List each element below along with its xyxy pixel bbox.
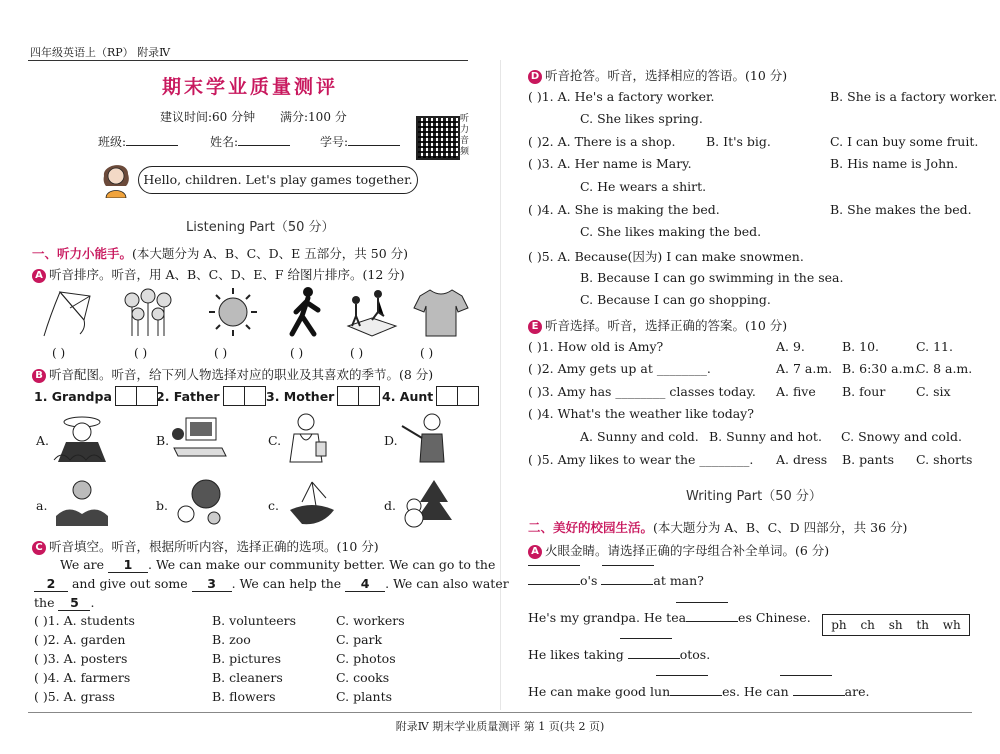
d-q5-a[interactable]: ( )5. A. Because(因为) I can make snowmen. <box>528 249 804 264</box>
autumn-picture <box>170 476 228 528</box>
e-q1-b[interactable]: B. 10. <box>842 339 880 354</box>
e-q4-a[interactable]: A. Sunny and cold. <box>580 429 699 444</box>
job-option-c-label: C. <box>268 433 282 448</box>
class-label: 班级: <box>98 135 127 149</box>
answer-paren-a3[interactable]: ( ) <box>214 346 228 360</box>
page-footer: 附录Ⅳ 期末学业质量测评 第 1 页(共 2 页) <box>395 720 605 733</box>
d-q4-b[interactable]: B. She makes the bed. <box>830 202 972 217</box>
writing-line-1 <box>528 573 704 588</box>
c-row-4-b[interactable]: B. cleaners <box>212 670 283 685</box>
blank-4[interactable]: 4 <box>345 576 385 592</box>
writing-text: are. <box>844 684 870 699</box>
letter-options-box: ph ch sh th wh <box>822 614 970 636</box>
part-b-instruction: 听音配图。听音，给下列人物选择对应的职业及其喜欢的季节。(8 分) <box>49 367 434 382</box>
page-title: 期末学业质量测评 <box>161 76 338 98</box>
blank-2[interactable]: 2 <box>34 576 68 592</box>
writing-line-2 <box>528 610 811 625</box>
d-q5-c[interactable]: C. Because I can go shopping. <box>580 292 771 307</box>
blank-1[interactable]: 1 <box>108 557 148 573</box>
c-row-3-b[interactable]: B. pictures <box>212 651 281 666</box>
d-q3-a[interactable]: ( )3. A. Her name is Mary. <box>528 156 692 171</box>
writing-text: es Chinese. <box>738 610 811 625</box>
qr-code-icon[interactable] <box>416 116 460 160</box>
footer-rule <box>28 712 972 713</box>
answer-paren-a5[interactable]: ( ) <box>350 346 364 360</box>
name-label: 姓名: <box>210 135 239 149</box>
e-q5: ( )5. Amy likes to wear the ________. <box>528 452 754 467</box>
d-q2-a[interactable]: ( )2. A. There is a shop. <box>528 134 676 149</box>
person-grandpa[interactable] <box>34 386 158 406</box>
blank-3[interactable]: 3 <box>192 576 232 592</box>
c-row-1-b[interactable]: B. volunteers <box>212 613 297 628</box>
e-q4: ( )4. What's the weather like today? <box>528 406 754 421</box>
c-row-5-a[interactable]: ( )5. A. grass <box>34 689 115 704</box>
writing-part-heading: Writing Part（50 分） <box>686 489 822 504</box>
part-a-badge: A <box>32 269 46 283</box>
person-father[interactable] <box>156 386 266 406</box>
e-q3-c[interactable]: C. six <box>916 384 951 399</box>
season-option-d-label: d. <box>384 498 396 513</box>
answer-paren-a2[interactable]: ( ) <box>134 346 148 360</box>
blank-5[interactable]: 5 <box>58 595 90 611</box>
blank-line[interactable] <box>602 565 654 566</box>
blank-line[interactable] <box>793 695 845 696</box>
job-box[interactable] <box>436 386 458 406</box>
d-q1-a[interactable]: ( )1. A. He's a factory worker. <box>528 89 715 104</box>
e-q1: ( )1. How old is Amy? <box>528 339 664 354</box>
writing-text: otos. <box>679 647 711 662</box>
blank-line[interactable] <box>620 638 672 639</box>
person-label: 2. Father <box>156 389 220 404</box>
part-e-instruction: 听音选择。听音，选择正确的答案。(10 分) <box>545 318 788 333</box>
e-q3-b[interactable]: B. four <box>842 384 886 399</box>
passage-line-3 <box>34 595 94 611</box>
c-row-4-c[interactable]: C. cooks <box>336 670 390 685</box>
part-e-badge: E <box>528 320 542 334</box>
winter-picture <box>398 476 456 528</box>
e-q5-c[interactable]: C. shorts <box>916 452 973 467</box>
part-a2-heading <box>528 541 829 559</box>
part-c-badge: C <box>32 541 46 555</box>
section-2-title: 二、美好的校园生活。 <box>528 520 654 535</box>
blank-line[interactable] <box>676 602 728 603</box>
passage-text: We are <box>60 557 105 572</box>
writing-text: at man? <box>653 573 704 588</box>
section-1-heading <box>32 244 408 262</box>
header-rule <box>28 60 468 61</box>
c-row-2-b[interactable]: B. zoo <box>212 632 251 647</box>
person-aunt[interactable] <box>382 386 479 406</box>
season-box[interactable] <box>244 386 266 406</box>
d-q3-c[interactable]: C. He wears a shirt. <box>580 179 707 194</box>
job-box[interactable] <box>115 386 137 406</box>
qr-label: 听力音频 <box>460 114 470 157</box>
writing-text: es. He can <box>722 684 789 699</box>
season-option-b-label: b. <box>156 498 168 513</box>
section-1-title: 一、听力小能手。 <box>32 246 133 261</box>
c-row-3-a[interactable]: ( )3. A. posters <box>34 651 128 666</box>
e-q3: ( )3. Amy has ________ classes today. <box>528 384 756 399</box>
part-b-heading <box>32 365 433 383</box>
passage-text: . We can make our community better. We can go to the <box>148 557 496 572</box>
season-box[interactable] <box>457 386 479 406</box>
e-q1-a[interactable]: A. 9. <box>776 339 805 354</box>
writing-line-4 <box>528 684 869 699</box>
writing-text: He's my grandpa. He tea <box>528 610 687 625</box>
time-suggestion: 建议时间:60 分钟 <box>160 110 256 124</box>
page-divider <box>500 60 501 710</box>
e-q4-b[interactable]: B. Sunny and hot. <box>709 429 822 444</box>
speech-bubble: Hello, children. Let's play games together. <box>138 166 418 194</box>
writing-text: He likes taking <box>528 647 624 662</box>
walking-picture <box>278 286 336 338</box>
d-q1-b[interactable]: B. She is a factory worker. <box>830 89 998 104</box>
e-q5-a[interactable]: A. dress <box>776 452 828 467</box>
season-option-a-label: a. <box>36 498 48 513</box>
answer-paren-a6[interactable]: ( ) <box>420 346 434 360</box>
job-option-b-label: B. <box>156 433 170 448</box>
e-q2-c[interactable]: C. 8 a.m. <box>916 361 973 376</box>
blank-line[interactable] <box>780 675 832 676</box>
part-d-badge: D <box>528 70 542 84</box>
id-label: 学号: <box>320 135 349 149</box>
d-q4-a[interactable]: ( )4. A. She is making the bed. <box>528 202 720 217</box>
spring-picture <box>282 476 340 528</box>
blank-line[interactable] <box>656 675 708 676</box>
doctor-picture <box>280 412 338 464</box>
part-d-heading <box>528 66 787 84</box>
c-row-5-b[interactable]: B. flowers <box>212 689 276 704</box>
d-q5-b[interactable]: B. Because I can go swimming in the sea. <box>580 270 844 285</box>
passage-text: . We can also water <box>385 576 509 591</box>
part-c-heading <box>32 537 379 555</box>
summer-picture <box>52 476 110 528</box>
d-q4-c[interactable]: C. She likes making the bed. <box>580 224 762 239</box>
full-score: 满分:100 分 <box>280 110 347 124</box>
c-row-4-a[interactable]: ( )4. A. farmers <box>34 670 131 685</box>
blank-line[interactable] <box>670 695 722 696</box>
job-box[interactable] <box>223 386 245 406</box>
teacher-icon <box>98 158 134 198</box>
answer-paren-a4[interactable]: ( ) <box>290 346 304 360</box>
kite-picture <box>40 286 98 338</box>
part-a-heading <box>32 265 405 283</box>
name-field[interactable] <box>210 133 290 150</box>
job-option-a-label: A. <box>36 433 50 448</box>
passage-text: and give out some <box>71 576 188 591</box>
flowers-picture <box>118 286 176 338</box>
section-1-desc: (本大题分为 A、B、C、D、E 五部分，共 50 分) <box>132 246 408 261</box>
passage-text: . We can help the <box>231 576 342 591</box>
part-e-heading <box>528 316 787 334</box>
listening-part-heading: Listening Part（50 分） <box>186 220 335 235</box>
running-header: 四年级英语上（RP） 附录Ⅳ <box>30 46 171 59</box>
person-label: 1. Grandpa <box>34 389 112 404</box>
d-q2-c[interactable]: C. I can buy some fruit. <box>830 134 979 149</box>
part-a2-instruction: 火眼金睛。请选择正确的字母组合补全单词。(6 分) <box>545 543 830 558</box>
writing-text: o's <box>580 573 598 588</box>
season-box[interactable] <box>358 386 380 406</box>
e-q4-c[interactable]: C. Snowy and cold. <box>841 429 962 444</box>
blank-line[interactable] <box>686 621 738 622</box>
hopscotch-picture <box>342 286 400 338</box>
answer-paren-a1[interactable]: ( ) <box>52 346 66 360</box>
person-label: 4. Aunt <box>382 389 434 404</box>
e-q5-b[interactable]: B. pants <box>842 452 895 467</box>
c-row-1-c[interactable]: C. workers <box>336 613 405 628</box>
season-option-c-label: c. <box>268 498 279 513</box>
d-q3-b[interactable]: B. His name is John. <box>830 156 959 171</box>
blank-line[interactable] <box>528 584 580 585</box>
part-a-instruction: 听音排序。听音，用 A、B、C、D、E、F 给图片排序。(12 分) <box>49 267 405 282</box>
blank-line[interactable] <box>528 565 580 566</box>
blank-line[interactable] <box>601 584 653 585</box>
e-q2-b[interactable]: B. 6:30 a.m. <box>842 361 919 376</box>
part-d-instruction: 听音抢答。听音，选择相应的答语。(10 分) <box>545 68 788 83</box>
blank-line[interactable] <box>628 658 680 659</box>
d-q1-c[interactable]: C. She likes spring. <box>580 111 703 126</box>
farmer-picture <box>52 412 110 464</box>
computer-worker-picture <box>170 412 228 464</box>
d-q2-b[interactable]: B. It's big. <box>706 134 771 149</box>
writing-text: He can make good lun <box>528 684 671 699</box>
writing-line-3 <box>528 647 710 662</box>
part-a2-badge: A <box>528 545 542 559</box>
sun-picture <box>204 286 262 338</box>
section-2-heading <box>528 518 907 536</box>
passage-text: . <box>90 595 95 610</box>
passage-text: the <box>34 595 55 610</box>
person-label: 3. Mother <box>266 389 335 404</box>
job-option-d-label: D. <box>384 433 398 448</box>
e-q2: ( )2. Amy gets up at ________. <box>528 361 711 376</box>
teacher-picture <box>398 412 456 464</box>
part-b-badge: B <box>32 369 46 383</box>
e-q2-a[interactable]: A. 7 a.m. <box>776 361 833 376</box>
c-row-2-c[interactable]: C. park <box>336 632 383 647</box>
season-box[interactable] <box>136 386 158 406</box>
e-q3-a[interactable]: A. five <box>776 384 816 399</box>
passage-line-2 <box>34 576 509 592</box>
c-row-5-c[interactable]: C. plants <box>336 689 393 704</box>
tshirt-picture <box>412 286 470 338</box>
person-mother[interactable] <box>266 386 380 406</box>
c-row-3-c[interactable]: C. photos <box>336 651 396 666</box>
part-c-instruction: 听音填空。听音，根据所听内容，选择正确的选项。(10 分) <box>49 539 379 554</box>
student-id-field[interactable] <box>320 133 400 150</box>
c-row-1-a[interactable]: ( )1. A. students <box>34 613 135 628</box>
c-row-2-a[interactable]: ( )2. A. garden <box>34 632 126 647</box>
passage-line-1 <box>60 557 495 573</box>
section-2-desc: (本大题分为 A、B、C、D 四部分，共 36 分) <box>653 520 908 535</box>
e-q1-c[interactable]: C. 11. <box>916 339 953 354</box>
job-box[interactable] <box>337 386 359 406</box>
class-field[interactable] <box>98 133 178 150</box>
